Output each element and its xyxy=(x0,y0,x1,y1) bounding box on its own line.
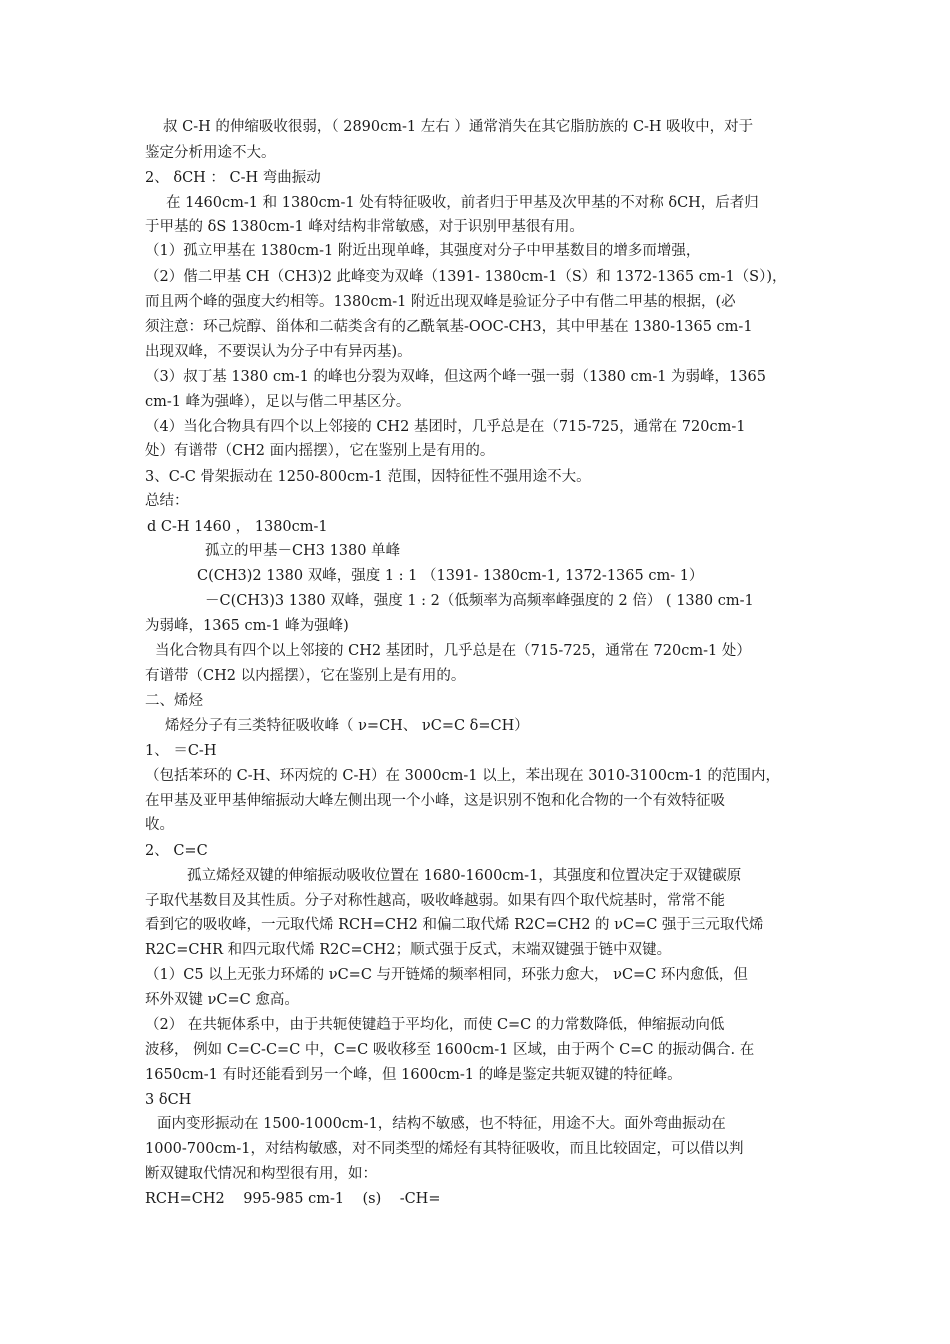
text-line: 当化合物具有四个以上邻接的 CH2 基团时，几乎总是在（715-725，通常在 720cm-1 处） xyxy=(155,643,751,659)
text-line: R2C=CHR 和四元取代烯 R2C=CH2；顺式强于反式，末端双键强于链中双键。 xyxy=(145,942,672,958)
text-line: （1）孤立甲基在 1380cm-1 附近出现单峰，其强度对分子中甲基数目的增多而增强， xyxy=(145,243,701,259)
text-line: 须注意：环己烷醇、甾体和二萜类含有的乙酰氧基-OOC-CH3，其中甲基在 1380-1365 cm-1 xyxy=(145,319,753,335)
text-line: （2）偕二甲基 CH（CH3)2 此峰变为双峰（1391- 1380cm-1（S）和 1372-1365 cm-1（S）)， xyxy=(145,269,787,285)
text-line: RCH=CH2 995-985 cm-1 (s) -CH= xyxy=(145,1191,441,1207)
text-line: 在 1460cm-1 和 1380cm-1 处有特征吸收，前者归于甲基及次甲基的不对称 δCH，后者归 xyxy=(166,195,759,211)
section-heading: 3 δCH xyxy=(145,1092,192,1108)
text-line: 孤立烯烃双键的伸缩振动吸收位置在 1680-1600cm-1，其强度和位置决定于双键碳原 xyxy=(187,868,742,884)
text-line: 收。 xyxy=(145,817,174,833)
text-line: （1）C5 以上无张力环烯的 νC=C 与开链烯的频率相同，环张力愈大， νC=C 环内愈低，但 xyxy=(145,967,748,983)
text-line: 叔 C-H 的伸缩吸收很弱，（ 2890cm-1 左右 ）通常消失在其它脂肪族的 C-H 吸收中，对于 xyxy=(163,119,754,135)
text-line: 面内变形振动在 1500-1000cm-1，结构不敏感，也不特征，用途不大。面外弯曲振动在 xyxy=(157,1116,726,1132)
text-line: （3）叔丁基 1380 cm-1 的峰也分裂为双峰，但这两个峰一强一弱（1380 cm-1 为弱峰，1365 xyxy=(145,369,766,385)
text-line: 环外双键 νC=C 愈高。 xyxy=(145,992,299,1008)
section-heading: 2、 δCH ： C-H 弯曲振动 xyxy=(145,170,321,186)
text-line: 烯烃分子有三类特征吸收峰（ ν=CH、 νC=C δ=CH） xyxy=(165,718,529,734)
text-line: 鉴定分析用途不大。 xyxy=(145,145,276,161)
text-line: 子取代基数目及其性质。分子对称性越高，吸收峰越弱。如果有四个取代烷基时，常常不能 xyxy=(145,893,725,909)
summary-line: 为弱峰，1365 cm-1 峰为强峰) xyxy=(145,618,349,634)
text-line: （包括苯环的 C-H、环丙烷的 C-H）在 3000cm-1 以上，苯出现在 3010-3100cm-1 的范围内， xyxy=(145,768,781,784)
section-heading: 1、 ＝C-H xyxy=(145,743,217,759)
text-line: cm-1 峰为强峰），足以与偕二甲基区分。 xyxy=(145,394,411,410)
text-line: 出现双峰，不要误认为分子中有异丙基)。 xyxy=(145,344,412,360)
text-line: （4）当化合物具有四个以上邻接的 CH2 基团时，几乎总是在（715-725，通常在 720cm-1 xyxy=(145,419,746,435)
summary-heading: 总结： xyxy=(145,493,189,509)
text-line: 看到它的吸收峰，一元取代烯 RCH=CH2 和偏二取代烯 R2C=CH2 的 νC=C 强于三元取代烯 xyxy=(145,917,764,933)
text-line: 1650cm-1 有时还能看到另一个峰，但 1600cm-1 的峰是鉴定共轭双键的特征峰。 xyxy=(145,1067,682,1083)
summary-line: d C-H 1460 ， 1380cm-1 xyxy=(147,519,328,535)
text-line: 1000-700cm-1，对结构敏感，对不同类型的烯烃有其特征吸收，而且比较固定，可以借以判 xyxy=(145,1141,744,1157)
text-line: 而且两个峰的强度大约相等。1380cm-1 附近出现双峰是验证分子中有偕二甲基的根据，(必 xyxy=(145,294,736,310)
text-line: 波移， 例如 C=C-C=C 中，C=C 吸收移至 1600cm-1 区域，由于两个 C=C 的振动偶合. 在 xyxy=(145,1042,755,1058)
section-heading: 3、C-C 骨架振动在 1250-800cm-1 范围，因特征性不强用途不大。 xyxy=(145,469,591,485)
summary-line: 孤立的甲基－CH3 1380 单峰 xyxy=(205,543,401,559)
text-line: 在甲基及亚甲基伸缩振动大峰左侧出现一个小峰，这是识别不饱和化合物的一个有效特征吸 xyxy=(145,793,725,809)
text-line: 处）有谱带（CH2 面内摇摆），它在鉴别上是有用的。 xyxy=(145,443,495,459)
section-heading: 2、 C=C xyxy=(145,843,208,859)
text-line: 于甲基的 δS 1380cm-1 峰对结构非常敏感，对于识别甲基很有用。 xyxy=(145,219,584,235)
text-line: 有谱带（CH2 以内摇摆），它在鉴别上是有用的。 xyxy=(145,668,466,684)
summary-line: C(CH3)2 1380 双峰，强度 1 : 1 （1391- 1380cm-1, 1372-1365 cm- 1） xyxy=(197,568,704,584)
text-line: （2） 在共轭体系中，由于共轭使键趋于平均化，而使 C=C 的力常数降低，伸缩振动向低 xyxy=(145,1017,725,1033)
section-heading: 二、烯烃 xyxy=(145,693,203,709)
summary-line: －C(CH3)3 1380 双峰，强度 1 : 2（低频率为高频率峰强度的 2 倍） ( 1380 cm-1 xyxy=(205,593,754,609)
text-line: 断双键取代情况和构型很有用，如： xyxy=(145,1166,377,1182)
